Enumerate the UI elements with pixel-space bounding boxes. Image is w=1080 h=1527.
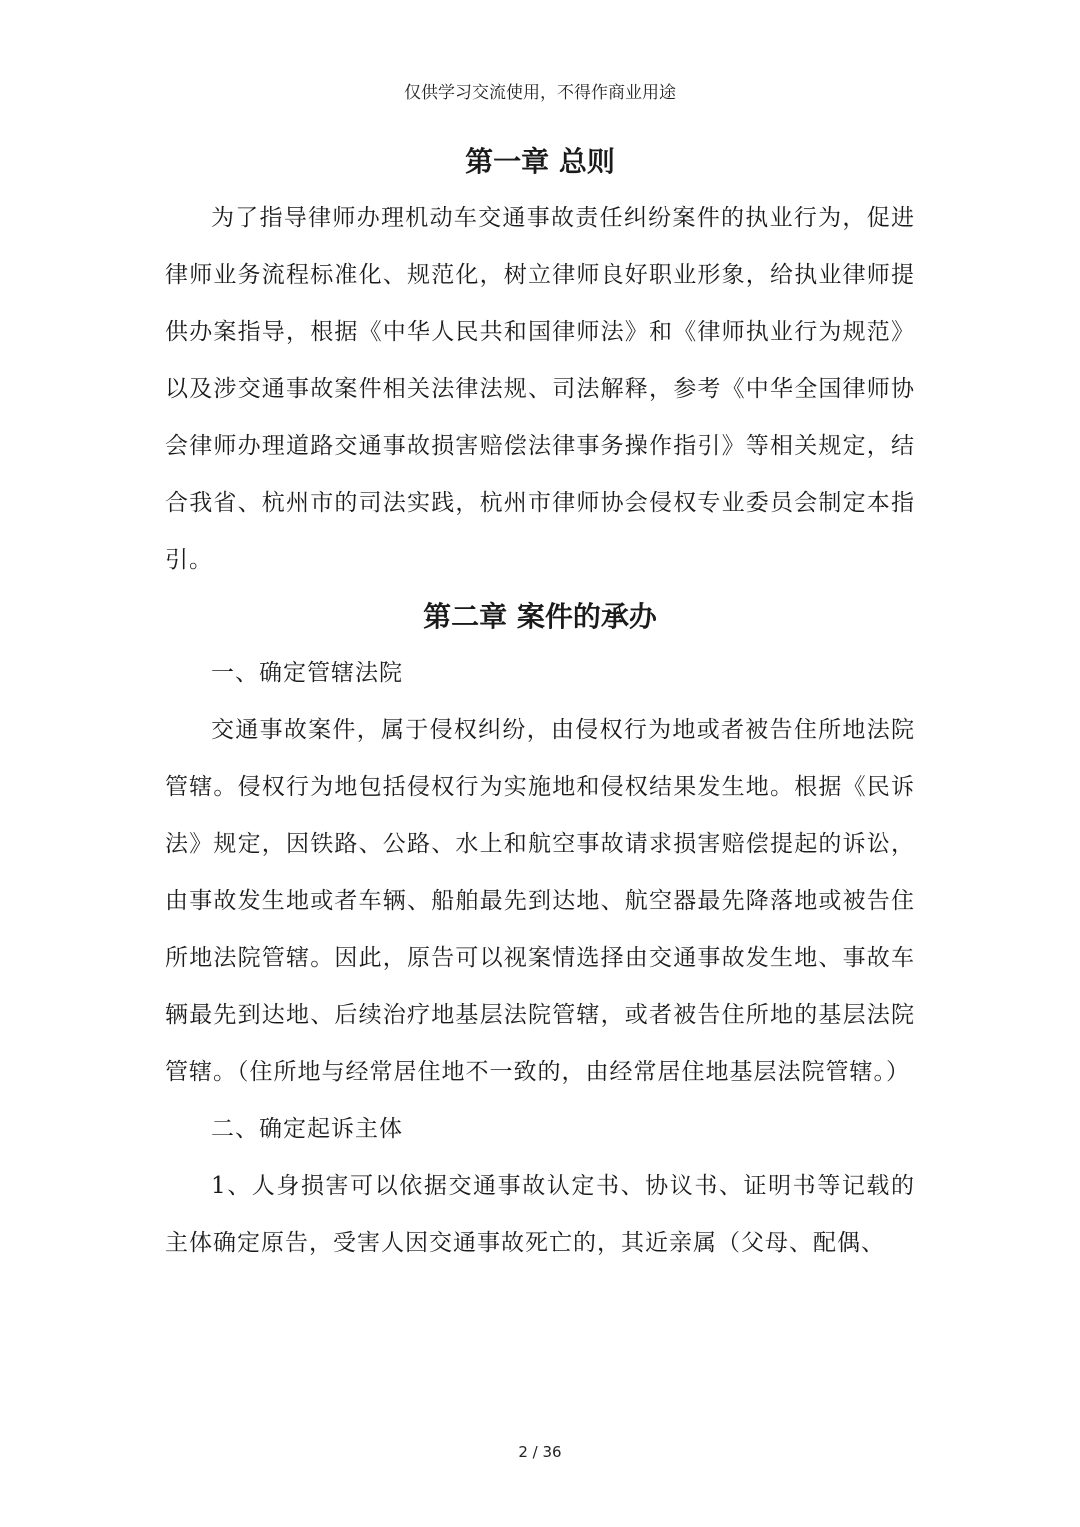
chapter-2-title: 第二章 案件的承办 xyxy=(423,600,657,633)
chapter-1-title: 第一章 总则 xyxy=(465,145,615,178)
section-2-heading: 二、确定起诉主体 xyxy=(211,1116,403,1142)
section-1-heading: 一、确定管辖法院 xyxy=(211,660,403,686)
document-body xyxy=(165,134,915,1272)
header-note: 仅供学习交流使用，不得作商业用途 xyxy=(404,83,676,103)
page-number: 2 / 36 xyxy=(518,1443,562,1461)
chapter-1-paragraph: 为了指导律师办理机动车交通事故责任纠纷案件的执业行为，促进律师业务流程标准化、规范化，树立律师良好职业形象，给执业律师提供办案指导，根据《中华人民共和国律师法》和《律师执业行为规范》以及涉交通事故案件相关法律法规、司法解释，参考《中华全国律师协会律师办理道路交通事故损害赔偿法律事务操作指引》等相关规定，结合我省、杭州市的司法实践，杭州市律师协会侵权专业委员会制定本指引。 xyxy=(165,205,915,573)
section-2-paragraph: 1、人身损害可以依据交通事故认定书、协议书、证明书等记载的主体确定原告，受害人因交通事故死亡的，其近亲属（父母、配偶、 xyxy=(165,1173,915,1256)
section-1-paragraph: 交通事故案件，属于侵权纠纷，由侵权行为地或者被告住所地法院管辖。侵权行为地包括侵权行为实施地和侵权结果发生地。根据《民诉法》规定，因铁路、公路、水上和航空事故请求损害赔偿提起的诉讼，由事故发生地或者车辆、船舶最先到达地、航空器最先降落地或被告住所地法院管辖。因此，原告可以视案情选择由交通事故发生地、事故车辆最先到达地、后续治疗地基层法院管辖，或者被告住所地的基层法院管辖。（住所地与经常居住地不一致的，由经常居住地基层法院管辖。） xyxy=(165,717,915,1085)
